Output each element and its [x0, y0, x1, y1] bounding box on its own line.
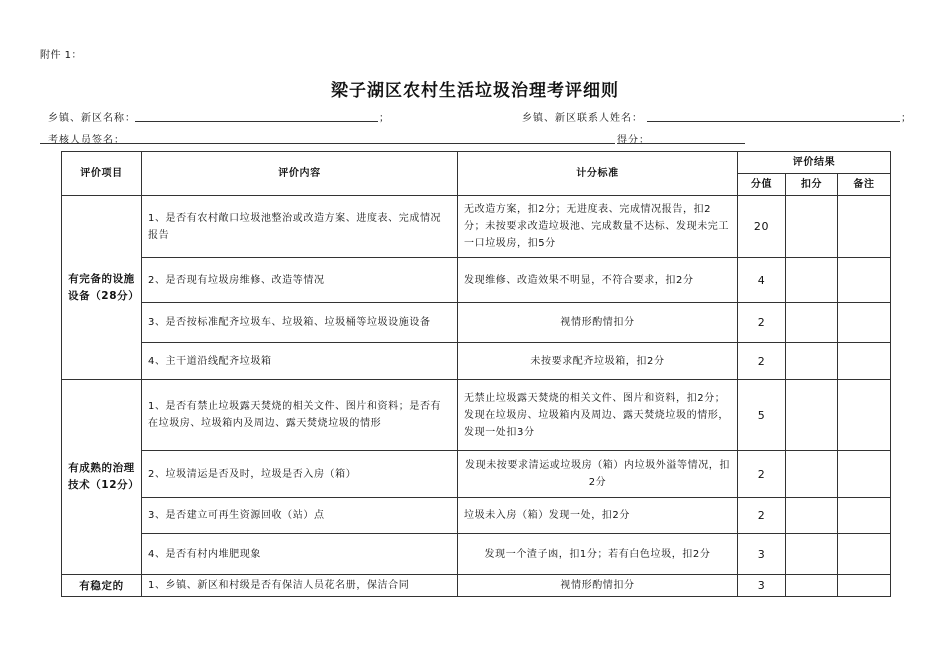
standard-cell: 垃圾未入房（箱）发现一处，扣2分: [458, 498, 738, 534]
deduct-cell[interactable]: [786, 451, 838, 498]
remark-cell[interactable]: [838, 498, 891, 534]
table-row: [62, 343, 891, 380]
score-blank[interactable]: [617, 143, 745, 144]
evaluation-table: [61, 151, 891, 597]
content-cell: 1、乡镇、新区和村级是否有保洁人员花名册，保洁合同: [142, 575, 458, 597]
table-row: [62, 575, 891, 597]
content-cell: 4、是否有村内堆肥现象: [142, 534, 458, 575]
attachment-label: 附件 1：: [40, 50, 83, 61]
header-points: 分值: [738, 174, 786, 196]
content-cell: 3、是否建立可再生资源回收（站）点: [142, 498, 458, 534]
score-label: 得分：: [617, 135, 650, 146]
document-title: 梁子湖区农村生活垃圾治理考评细则: [331, 81, 619, 101]
deduct-cell[interactable]: [786, 380, 838, 451]
table-row: [62, 303, 891, 343]
assessor-signature-blank[interactable]: [40, 143, 615, 144]
category-cell: 有稳定的: [62, 575, 142, 597]
points-cell: 2: [738, 451, 786, 498]
contact-name-separator: ；: [901, 113, 911, 124]
township-name-label: 乡镇、新区名称：: [48, 113, 136, 124]
category-cell: 有完备的设施设备（28分）: [62, 196, 142, 380]
assessor-signature-label: 考核人员签名：: [48, 135, 125, 146]
table-row: [62, 451, 891, 498]
township-name-blank[interactable]: [135, 121, 378, 122]
table-row: [62, 498, 891, 534]
points-cell: 2: [738, 343, 786, 380]
points-cell: 20: [738, 196, 786, 258]
remark-cell[interactable]: [838, 343, 891, 380]
remark-cell[interactable]: [838, 451, 891, 498]
standard-cell: 视情形酌情扣分: [458, 575, 738, 597]
deduct-cell[interactable]: [786, 196, 838, 258]
category-cell: 有成熟的治理技术（12分）: [62, 380, 142, 575]
points-cell: 4: [738, 258, 786, 303]
content-cell: 2、垃圾清运是否及时，垃圾是否入房（箱）: [142, 451, 458, 498]
deduct-cell[interactable]: [786, 498, 838, 534]
header-remark: 备注: [838, 174, 891, 196]
content-cell: 1、是否有禁止垃圾露天焚烧的相关文件、图片和资料；是否有在垃圾房、垃圾箱内及周边、露天焚烧垃圾的情形: [142, 380, 458, 451]
deduct-cell[interactable]: [786, 303, 838, 343]
township-name-separator: ；: [379, 113, 389, 124]
header-standard: 计分标准: [458, 152, 738, 196]
remark-cell[interactable]: [838, 575, 891, 597]
header-result: 评价结果: [738, 152, 891, 174]
header-item: 评价项目: [62, 152, 142, 196]
standard-cell: 无禁止垃圾露天焚烧的相关文件、图片和资料，扣2分；发现在垃圾房、垃圾箱内及周边、露天焚烧垃圾的情形，发现一处扣3分: [458, 380, 738, 451]
content-cell: 4、主干道沿线配齐垃圾箱: [142, 343, 458, 380]
remark-cell[interactable]: [838, 258, 891, 303]
standard-cell: 视情形酌情扣分: [458, 303, 738, 343]
points-cell: 5: [738, 380, 786, 451]
header-deduct: 扣分: [786, 174, 838, 196]
table-row: [62, 258, 891, 303]
standard-cell: 发现维修、改造效果不明显，不符合要求，扣2分: [458, 258, 738, 303]
standard-cell: 未按要求配齐垃圾箱，扣2分: [458, 343, 738, 380]
deduct-cell[interactable]: [786, 575, 838, 597]
remark-cell[interactable]: [838, 534, 891, 575]
contact-name-blank[interactable]: [647, 121, 900, 122]
points-cell: 3: [738, 575, 786, 597]
content-cell: 3、是否按标准配齐垃圾车、垃圾箱、垃圾桶等垃圾设施设备: [142, 303, 458, 343]
deduct-cell[interactable]: [786, 258, 838, 303]
points-cell: 2: [738, 303, 786, 343]
contact-name-label: 乡镇、新区联系人姓名：: [522, 113, 643, 124]
remark-cell[interactable]: [838, 196, 891, 258]
table-row: [62, 534, 891, 575]
content-cell: 1、是否有农村敞口垃圾池整治或改造方案、进度表、完成情况报告: [142, 196, 458, 258]
table-row: [62, 380, 891, 451]
deduct-cell[interactable]: [786, 534, 838, 575]
points-cell: 3: [738, 534, 786, 575]
remark-cell[interactable]: [838, 303, 891, 343]
standard-cell: 发现一个渣子凼，扣1分；若有白色垃圾，扣2分: [458, 534, 738, 575]
header-content: 评价内容: [142, 152, 458, 196]
remark-cell[interactable]: [838, 380, 891, 451]
content-cell: 2、是否现有垃圾房维修、改造等情况: [142, 258, 458, 303]
points-cell: 2: [738, 498, 786, 534]
standard-cell: 无改造方案，扣2分；无进度表、完成情况报告，扣2分；未按要求改造垃圾池、完成数量不达标、发现未完工一口垃圾房，扣5分: [458, 196, 738, 258]
standard-cell: 发现未按要求清运或垃圾房（箱）内垃圾外溢等情况，扣2分: [458, 451, 738, 498]
deduct-cell[interactable]: [786, 343, 838, 380]
table-row: [62, 196, 891, 258]
